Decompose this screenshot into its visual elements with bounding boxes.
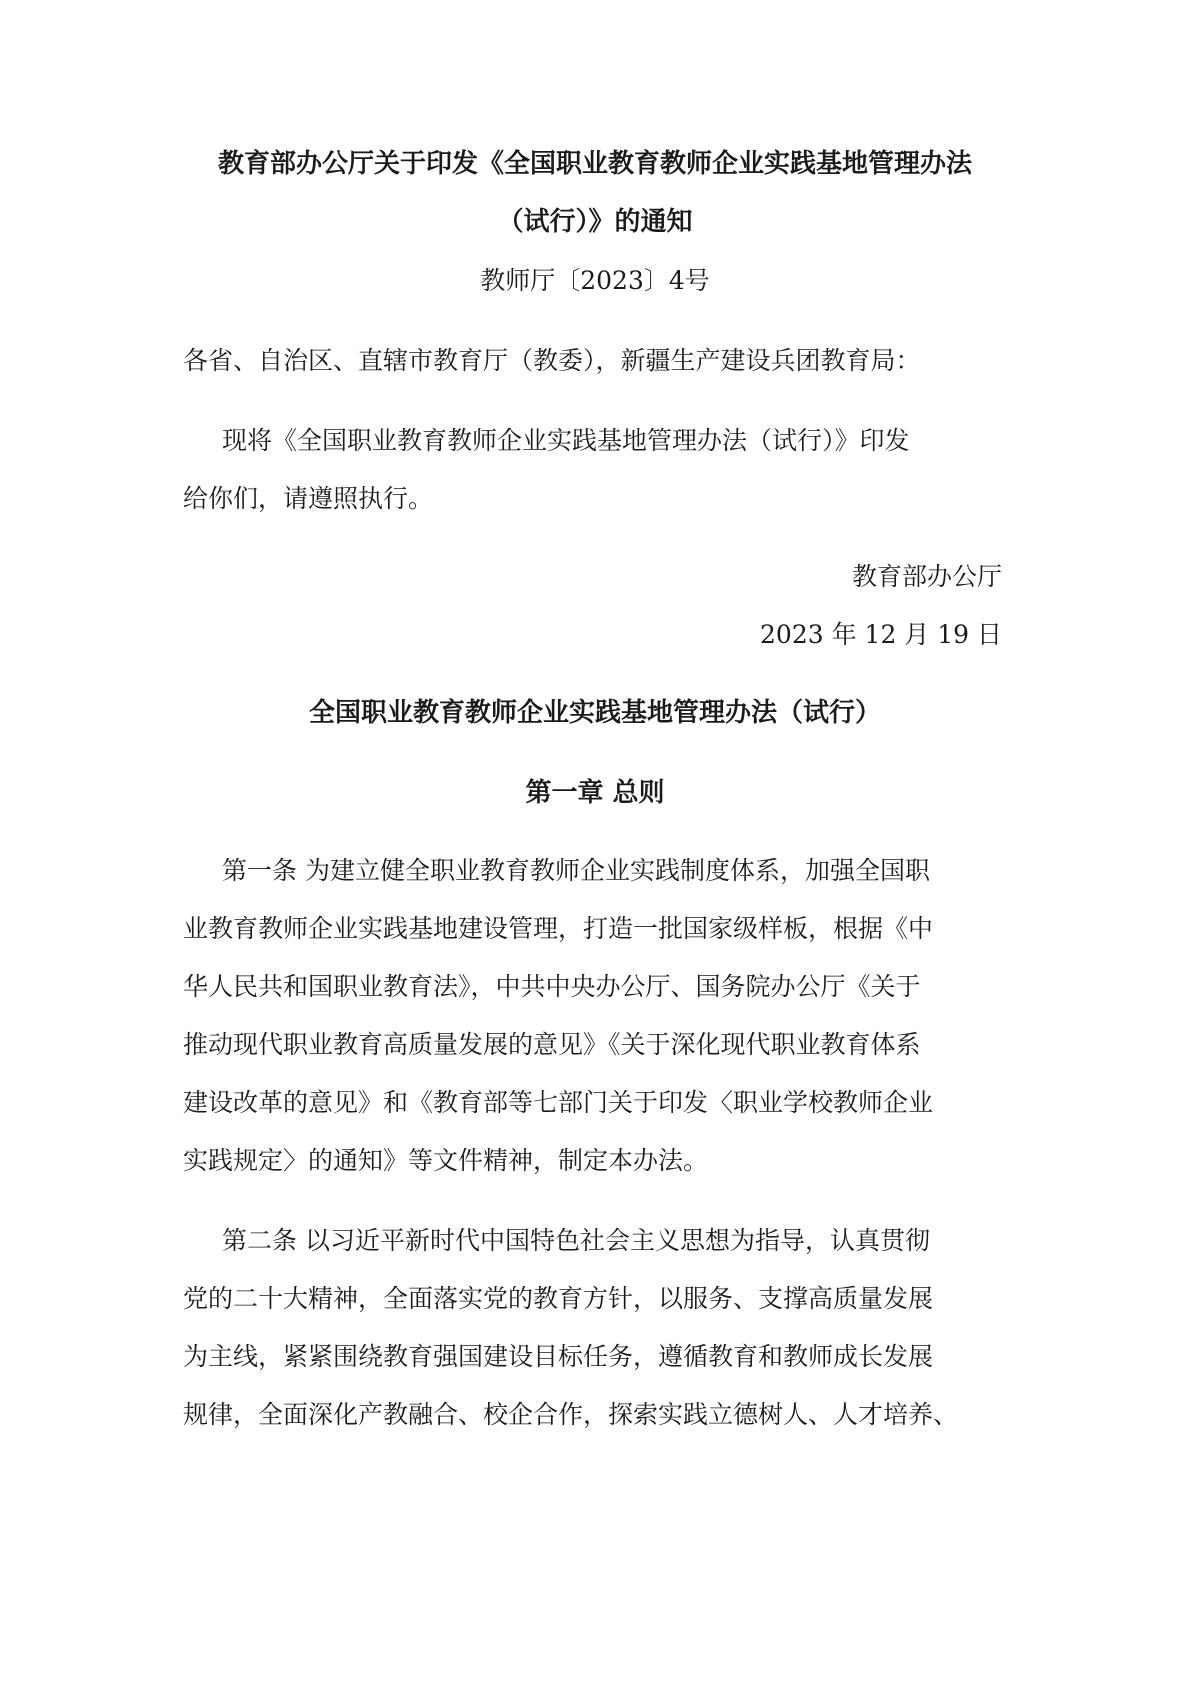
article-2-line: 党的二十大精神，全面落实党的教育方针，以服务、支撑高质量发展 xyxy=(183,1284,934,1313)
article-1-line: 业教育教师企业实践基地建设管理，打造一批国家级样板，根据《中 xyxy=(183,914,934,943)
issuer-signature: 教育部办公厅 xyxy=(851,562,1002,591)
notice-title-line-1: 教育部办公厅关于印发《全国职业教育教师企业实践基地管理办法 xyxy=(217,149,972,179)
document-number: 教师厅〔2023〕4号 xyxy=(480,266,710,295)
notice-body-line-2: 给你们，请遵照执行。 xyxy=(183,484,434,513)
issue-date: 2023 年 12 月 19 日 xyxy=(760,620,1002,649)
recipients-line: 各省、自治区、直辖市教育厅（教委），新疆生产建设兵团教育局： xyxy=(183,346,921,375)
notice-body-line-1: 现将《全国职业教育教师企业实践基地管理办法（试行）》印发 xyxy=(222,426,910,455)
article-1-line: 建设改革的意见》和《教育部等七部门关于印发〈职业学校教师企业 xyxy=(183,1088,934,1117)
notice-title-line-2: （试行）》的通知 xyxy=(497,207,693,237)
chapter-1-title: 第一章 总则 xyxy=(525,778,665,808)
article-1-line: 华人民共和国职业教育法》，中共中央办公厅、国务院办公厅《关于 xyxy=(183,972,921,1001)
article-1-line: 实践规定〉的通知》等文件精神，制定本办法。 xyxy=(183,1146,709,1175)
regulation-title: 全国职业教育教师企业实践基地管理办法（试行） xyxy=(308,698,881,728)
article-1-line: 第一条 为建立健全职业教育教师企业实践制度体系，加强全国职 xyxy=(222,856,930,885)
article-2-line: 第二条 以习近平新时代中国特色社会主义思想为指导，认真贯彻 xyxy=(222,1226,930,1255)
article-2-line: 为主线，紧紧围绕教育强国建设目标任务，遵循教育和教师成长发展 xyxy=(183,1342,934,1371)
article-1-line: 推动现代职业教育高质量发展的意见》《关于深化现代职业教育体系 xyxy=(183,1030,921,1059)
article-2-line: 规律，全面深化产教融合、校企合作，探索实践立德树人、人才培养、 xyxy=(183,1400,959,1429)
